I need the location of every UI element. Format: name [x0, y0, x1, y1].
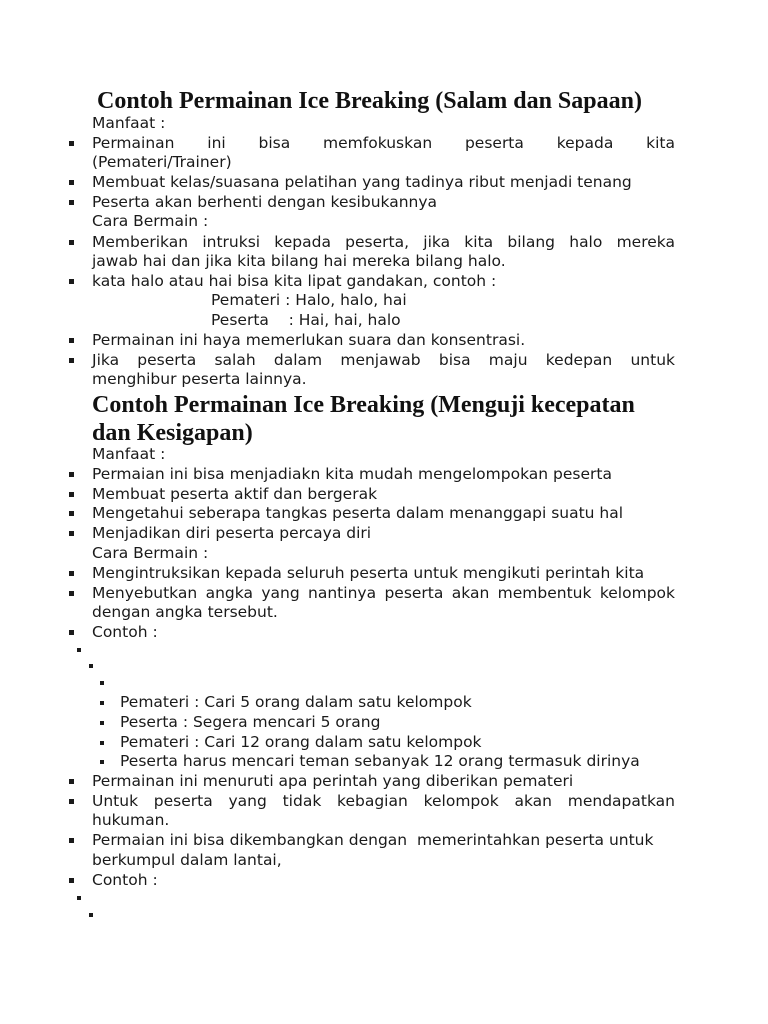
section2-cara-item4-line2: hukuman.: [92, 811, 170, 829]
section1-cara-item2: kata halo atau hai bisa kita lipat gandakan, contoh :: [92, 272, 497, 290]
empty-bullet-marker: [89, 913, 93, 917]
bullet-marker: [69, 591, 74, 596]
bullet-marker: [69, 878, 74, 883]
section2-manfaat-label: Manfaat :: [92, 445, 166, 463]
bullet-marker: [69, 358, 74, 363]
section2-sub-item3: Pemateri : Cari 12 orang dalam satu kelompok: [120, 733, 482, 751]
bullet-marker: [69, 472, 74, 477]
bullet-marker: [69, 511, 74, 516]
section2-cara-item2-line2: dengan angka tersebut.: [92, 603, 278, 621]
section2-cara-item4-line1: Untuk peserta yang tidak kebagian kelompok akan mendapatkan: [92, 792, 675, 810]
section2-contoh2-label: Contoh :: [92, 871, 158, 889]
section2-title-line1: Contoh Permainan Ice Breaking (Menguji kecepatan: [92, 392, 635, 418]
bullet-marker: [69, 571, 74, 576]
bullet-marker: [69, 531, 74, 536]
sub-bullet-marker: [100, 701, 104, 705]
section2-manfaat-item2: Membuat peserta aktif dan bergerak: [92, 485, 378, 503]
section1-cara-item1-line2: jawab hai dan jika kita bilang hai mereka bilang halo.: [92, 252, 506, 270]
section1-manfaat-item3: Peserta akan berhenti dengan kesibukannya: [92, 193, 438, 211]
section1-cara-item1-line1: Memberikan intruksi kepada peserta, jika kita bilang halo mereka: [92, 233, 675, 251]
section1-title: Contoh Permainan Ice Breaking (Salam dan Sapaan): [97, 88, 642, 114]
bullet-marker: [69, 180, 74, 185]
empty-bullet-marker: [77, 896, 81, 900]
bullet-marker: [69, 141, 74, 146]
section2-cara-label: Cara Bermain :: [92, 544, 209, 562]
section2-cara-item5-line2: berkumpul dalam lantai,: [92, 851, 282, 869]
section1-manfaat-item1-line1: Permainan ini bisa memfokuskan peserta kepada kita: [92, 134, 675, 152]
section1-example-pemateri: Pemateri : Halo, halo, hai: [211, 291, 407, 309]
bullet-marker: [69, 200, 74, 205]
sub-bullet-marker: [100, 741, 104, 745]
section2-sub-item2: Peserta : Segera mencari 5 orang: [120, 713, 381, 731]
section1-cara-item4-line2: menghibur peserta lainnya.: [92, 370, 307, 388]
section1-cara-item3: Permainan ini haya memerlukan suara dan konsentrasi.: [92, 331, 526, 349]
bullet-marker: [69, 799, 74, 804]
bullet-marker: [69, 630, 74, 635]
empty-bullet-marker: [89, 664, 93, 668]
section2-cara-item3: Permainan ini menuruti apa perintah yang diberikan pemateri: [92, 772, 574, 790]
section2-sub-item4: Peserta harus mencari teman sebanyak 12 orang termasuk dirinya: [120, 752, 640, 770]
section2-cara-item1: Mengintruksikan kepada seluruh peserta untuk mengikuti perintah kita: [92, 564, 645, 582]
section2-cara-item2-line1: Menyebutkan angka yang nantinya peserta akan membentuk kelompok: [92, 584, 675, 602]
bullet-marker: [69, 838, 74, 843]
section1-manfaat-item1-line2: (Pemateri/Trainer): [92, 153, 232, 171]
section2-manfaat-item1: Permaian ini bisa menjadiakn kita mudah mengelompokan peserta: [92, 465, 612, 483]
section1-cara-label: Cara Bermain :: [92, 212, 209, 230]
section2-cara-item5-line1: Permaian ini bisa dikembangkan dengan memerintahkan peserta untuk: [92, 831, 654, 849]
section2-manfaat-item3: Mengetahui seberapa tangkas peserta dalam menanggapi suatu hal: [92, 504, 624, 522]
section1-example-peserta: Peserta : Hai, hai, halo: [211, 311, 401, 329]
bullet-marker: [69, 492, 74, 497]
bullet-marker: [69, 779, 74, 784]
section1-manfaat-item2: Membuat kelas/suasana pelatihan yang tadinya ribut menjadi tenang: [92, 173, 632, 191]
bullet-marker: [69, 240, 74, 245]
sub-bullet-marker: [100, 721, 104, 725]
empty-bullet-marker: [100, 681, 104, 685]
empty-bullet-marker: [77, 648, 81, 652]
section2-title-line2: dan Kesigapan): [92, 420, 253, 446]
sub-bullet-marker: [100, 760, 104, 764]
section2-contoh-label: Contoh :: [92, 623, 158, 641]
bullet-marker: [69, 279, 74, 284]
section1-cara-item4-line1: Jika peserta salah dalam menjawab bisa maju kedepan untuk: [92, 351, 675, 369]
section2-sub-item1: Pemateri : Cari 5 orang dalam satu kelompok: [120, 693, 472, 711]
bullet-marker: [69, 338, 74, 343]
section1-manfaat-label: Manfaat :: [92, 114, 166, 132]
section2-manfaat-item4: Menjadikan diri peserta percaya diri: [92, 524, 372, 542]
